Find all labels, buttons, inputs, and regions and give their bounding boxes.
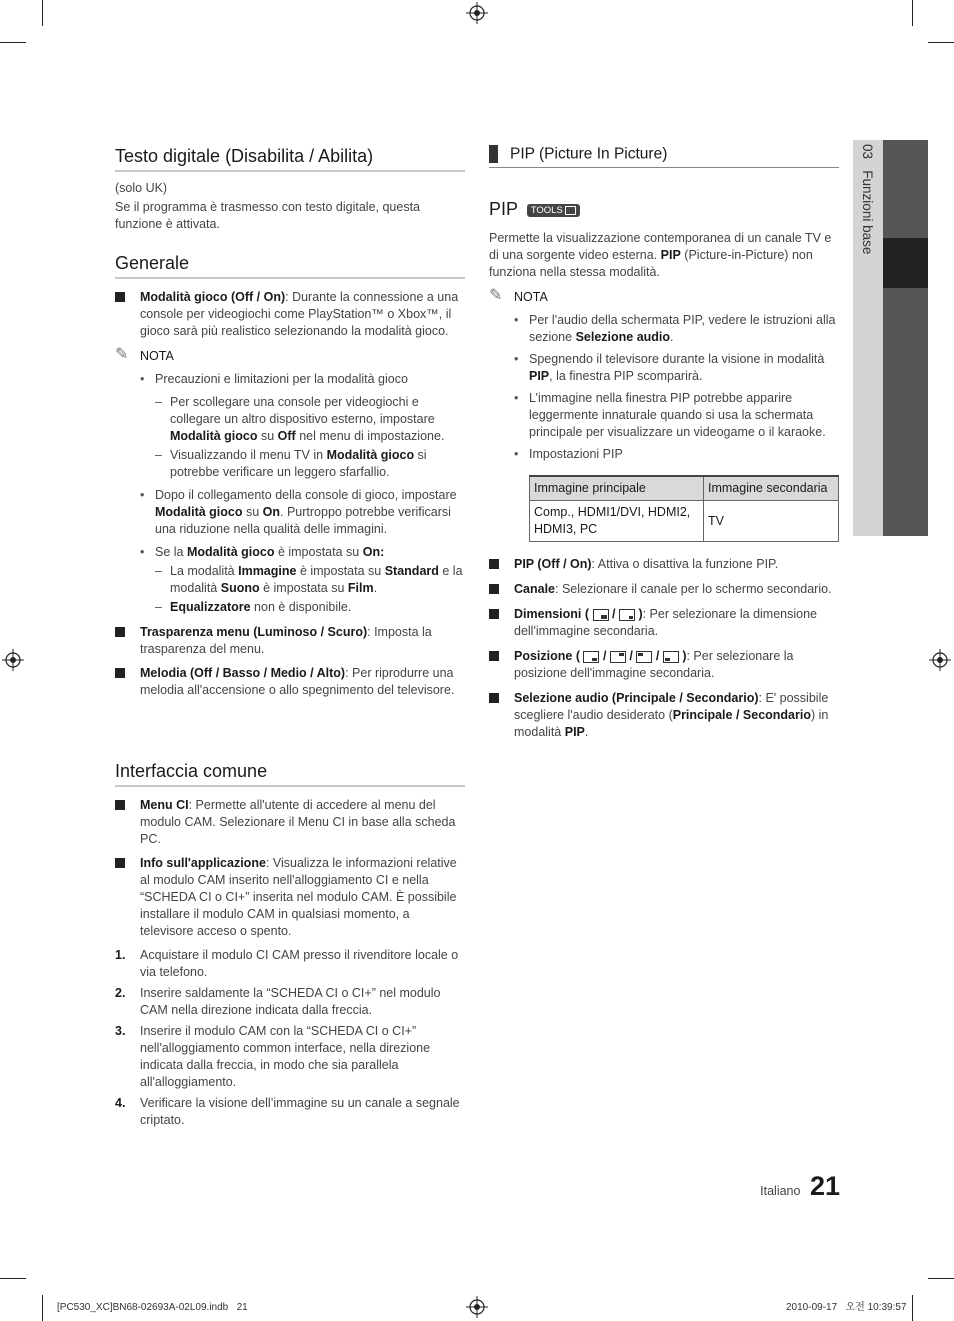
paragraph: Se il programma è trasmesso con testo digitale, questa funzione è attivata. xyxy=(115,200,421,231)
numbered-step: 2. Inserire saldamente la “SCHEDA CI o CI+” nel modulo CAM nella direzione indicata dalla freccia. xyxy=(115,986,441,1017)
bullet-square-icon xyxy=(115,292,125,302)
list-item: PIP (Off / On): Attiva o disattiva la funzione PIP. xyxy=(489,556,839,573)
bullet-square-icon xyxy=(115,800,125,810)
dash-icon: – xyxy=(155,564,162,578)
section-generale xyxy=(115,252,465,706)
bullet-dot-icon: • xyxy=(514,352,519,366)
list-item: Dimensioni ( / ): Per selezionare la dimensione dell'immagine secondaria. xyxy=(489,606,839,640)
list-item: Posizione ( / / / ): Per selezionare la posizione dell'immagine secondaria. xyxy=(489,648,839,682)
bullet-dot-icon: • xyxy=(140,488,145,502)
bullet-dot-icon: • xyxy=(514,391,519,405)
list-item: Canale: Selezionare il canale per lo schermo secondario. xyxy=(489,581,839,598)
table-header: Immagine principale xyxy=(530,476,704,501)
dash-icon: – xyxy=(155,448,162,462)
bullet-dot-icon: • xyxy=(514,313,519,327)
dash-icon: – xyxy=(155,395,162,409)
language-label: Italiano xyxy=(760,1184,801,1198)
crop-mark xyxy=(912,1295,913,1321)
list-item: • Per l'audio della schermata PIP, vedere le istruzioni alla sezione Selezione audio. xyxy=(514,313,836,344)
note-label: ✎ NOTA xyxy=(489,287,548,304)
list-item: • L’immagine nella finestra PIP potrebbe apparire leggermente innaturale quando si usa la schermata principale per visualizzare un videogame o il karaoke. xyxy=(514,391,826,439)
numbered-step: 3. Inserire il modulo CAM con la “SCHEDA CI o CI+” nell'alloggiamento common interface, nella direzione indicata dalla freccia, in modo che sia parallela all'alloggiamento. xyxy=(115,1024,431,1089)
list-item: Modalità gioco (Off / On): Durante la connessione a una console per videogiochi come PlayStation™ o Xbox™, il gioco sarà più realistico selezionando la modalità gioco. xyxy=(115,289,465,340)
list-item: Selezione audio (Principale / Secondario): E' possibile scegliere l'audio desiderato (Principale / Secondario) in modalità PIP. xyxy=(489,690,839,741)
list-item: – Equalizzatore non è disponibile. xyxy=(155,600,352,614)
list-item: • Spegnendo il televisore durante la visione in modalità PIP, la finestra PIP scomparirà. xyxy=(514,352,825,383)
list-item: Melodia (Off / Basso / Medio / Alto): Per riprodurre una melodia all'accensione o allo spegnimento del televisore. xyxy=(115,665,465,699)
section-testo-digitale xyxy=(115,145,465,233)
pip-position-top-left-icon xyxy=(636,651,652,663)
crop-mark xyxy=(928,1278,954,1279)
list-item: • Dopo il collegamento della console di gioco, impostare Modalità gioco su On. Purtroppo potrebbe verificarsi una riduzione nella qualità delle immagini. xyxy=(140,488,457,536)
registration-mark-icon xyxy=(466,1296,488,1318)
section-pip xyxy=(489,198,839,748)
pip-chapter-header: PIP (Picture In Picture) xyxy=(489,145,839,168)
numbered-step: 1. Acquistare il modulo CI CAM presso il rivenditore locale o via telefono. xyxy=(115,948,459,979)
print-slug-file: [PC530_XC]BN68-02693A-02L09.indb 21 xyxy=(57,1302,248,1313)
list-item: • Se la Modalità gioco è impostata su On: xyxy=(140,545,385,559)
chapter-label: 03 Funzioni base xyxy=(860,144,875,255)
pencil-icon: ✎ xyxy=(115,346,129,363)
tab-dark-strip xyxy=(883,140,928,536)
pencil-icon: ✎ xyxy=(489,287,503,304)
pip-settings-table xyxy=(529,475,839,542)
crop-mark xyxy=(0,42,26,43)
bullet-square-icon xyxy=(489,693,499,703)
list-item: • Precauzioni e limitazioni per la modalità gioco xyxy=(140,372,408,386)
section-title: Generale xyxy=(115,252,465,279)
crop-mark xyxy=(42,1295,43,1321)
pip-title: PIP xyxy=(489,199,518,219)
crop-mark xyxy=(42,0,43,26)
bullet-square-icon xyxy=(489,651,499,661)
bullet-dot-icon: • xyxy=(514,447,519,461)
tools-badge: TOOLS xyxy=(527,204,581,217)
section-interfaccia-comune xyxy=(115,760,465,1133)
bullet-square-icon xyxy=(115,668,125,678)
tools-icon xyxy=(565,206,576,215)
header-bar-icon xyxy=(489,145,498,163)
pip-position-top-right-icon xyxy=(610,651,626,663)
crop-mark xyxy=(0,1278,26,1279)
bullet-square-icon xyxy=(489,609,499,619)
section-title: Interfaccia comune xyxy=(115,760,465,787)
numbered-step: 4. Verificare la visione dell’immagine su un canale a segnale criptato. xyxy=(115,1096,460,1127)
list-item: • Impostazioni PIP xyxy=(514,447,623,461)
dash-icon: – xyxy=(155,600,162,614)
table-cell: TV xyxy=(704,501,839,542)
note-label: ✎ NOTA xyxy=(115,346,174,363)
page-footer xyxy=(720,1171,840,1201)
bullet-square-icon xyxy=(489,584,499,594)
list-item: Info sull'applicazione: Visualizza le informazioni relative al modulo CAM inserito nell'alloggiamento CI e nella “SCHEDA CI o CI+” inserita nel modulo CAM. È possibile installare il modulo CAM in qualsiasi momento, a televisore acceso o spento. xyxy=(115,855,465,940)
crop-mark xyxy=(912,0,913,26)
bullet-dot-icon: • xyxy=(140,372,145,386)
pip-size-small-icon xyxy=(619,609,635,621)
chapter-side-tab xyxy=(853,140,928,536)
section-title: Testo digitale (Disabilita / Abilita) xyxy=(115,145,465,172)
crop-mark xyxy=(928,42,954,43)
paragraph: Permette la visualizzazione contemporanea di un canale TV e di una sorgente video esterna. PIP (Picture-in-Picture) non funziona nella stessa modalità. xyxy=(489,231,832,279)
registration-mark-icon xyxy=(466,2,488,24)
list-item: – Visualizzando il menu TV in Modalità gioco si potrebbe verificare un leggero sfarfallio. xyxy=(155,448,427,479)
list-item: Trasparenza menu (Luminoso / Scuro): Imposta la trasparenza del menu. xyxy=(115,624,465,658)
table-header: Immagine secondaria xyxy=(704,476,839,501)
bullet-square-icon xyxy=(115,627,125,637)
table-cell: Comp., HDMI1/DVI, HDMI2, HDMI3, PC xyxy=(530,501,704,542)
bullet-square-icon xyxy=(115,858,125,868)
bullet-dot-icon: • xyxy=(140,545,145,559)
list-item: – Per scollegare una console per videogiochi e collegare un altro dispositivo esterno, impostare Modalità gioco su Off nel menu di impostazione. xyxy=(155,395,445,443)
paragraph: (solo UK) xyxy=(115,181,168,195)
list-item: – La modalità Immagine è impostata su Standard e la modalità Suono è impostata su Film. xyxy=(155,564,463,595)
tab-active-marker xyxy=(883,238,928,288)
bullet-square-icon xyxy=(489,559,499,569)
list-item: Menu CI: Permette all'utente di accedere al menu del modulo CAM. Selezionare il Menu CI in base alla scheda PC. xyxy=(115,797,465,848)
pip-size-large-icon xyxy=(593,609,609,621)
pip-position-bottom-left-icon xyxy=(663,651,679,663)
registration-mark-icon xyxy=(2,649,24,671)
pip-position-bottom-right-icon xyxy=(583,651,599,663)
page-number: 21 xyxy=(809,1171,840,1201)
registration-mark-icon xyxy=(929,649,951,671)
print-slug-date: 2010-09-17 오전 10:39:57 xyxy=(786,1302,907,1313)
